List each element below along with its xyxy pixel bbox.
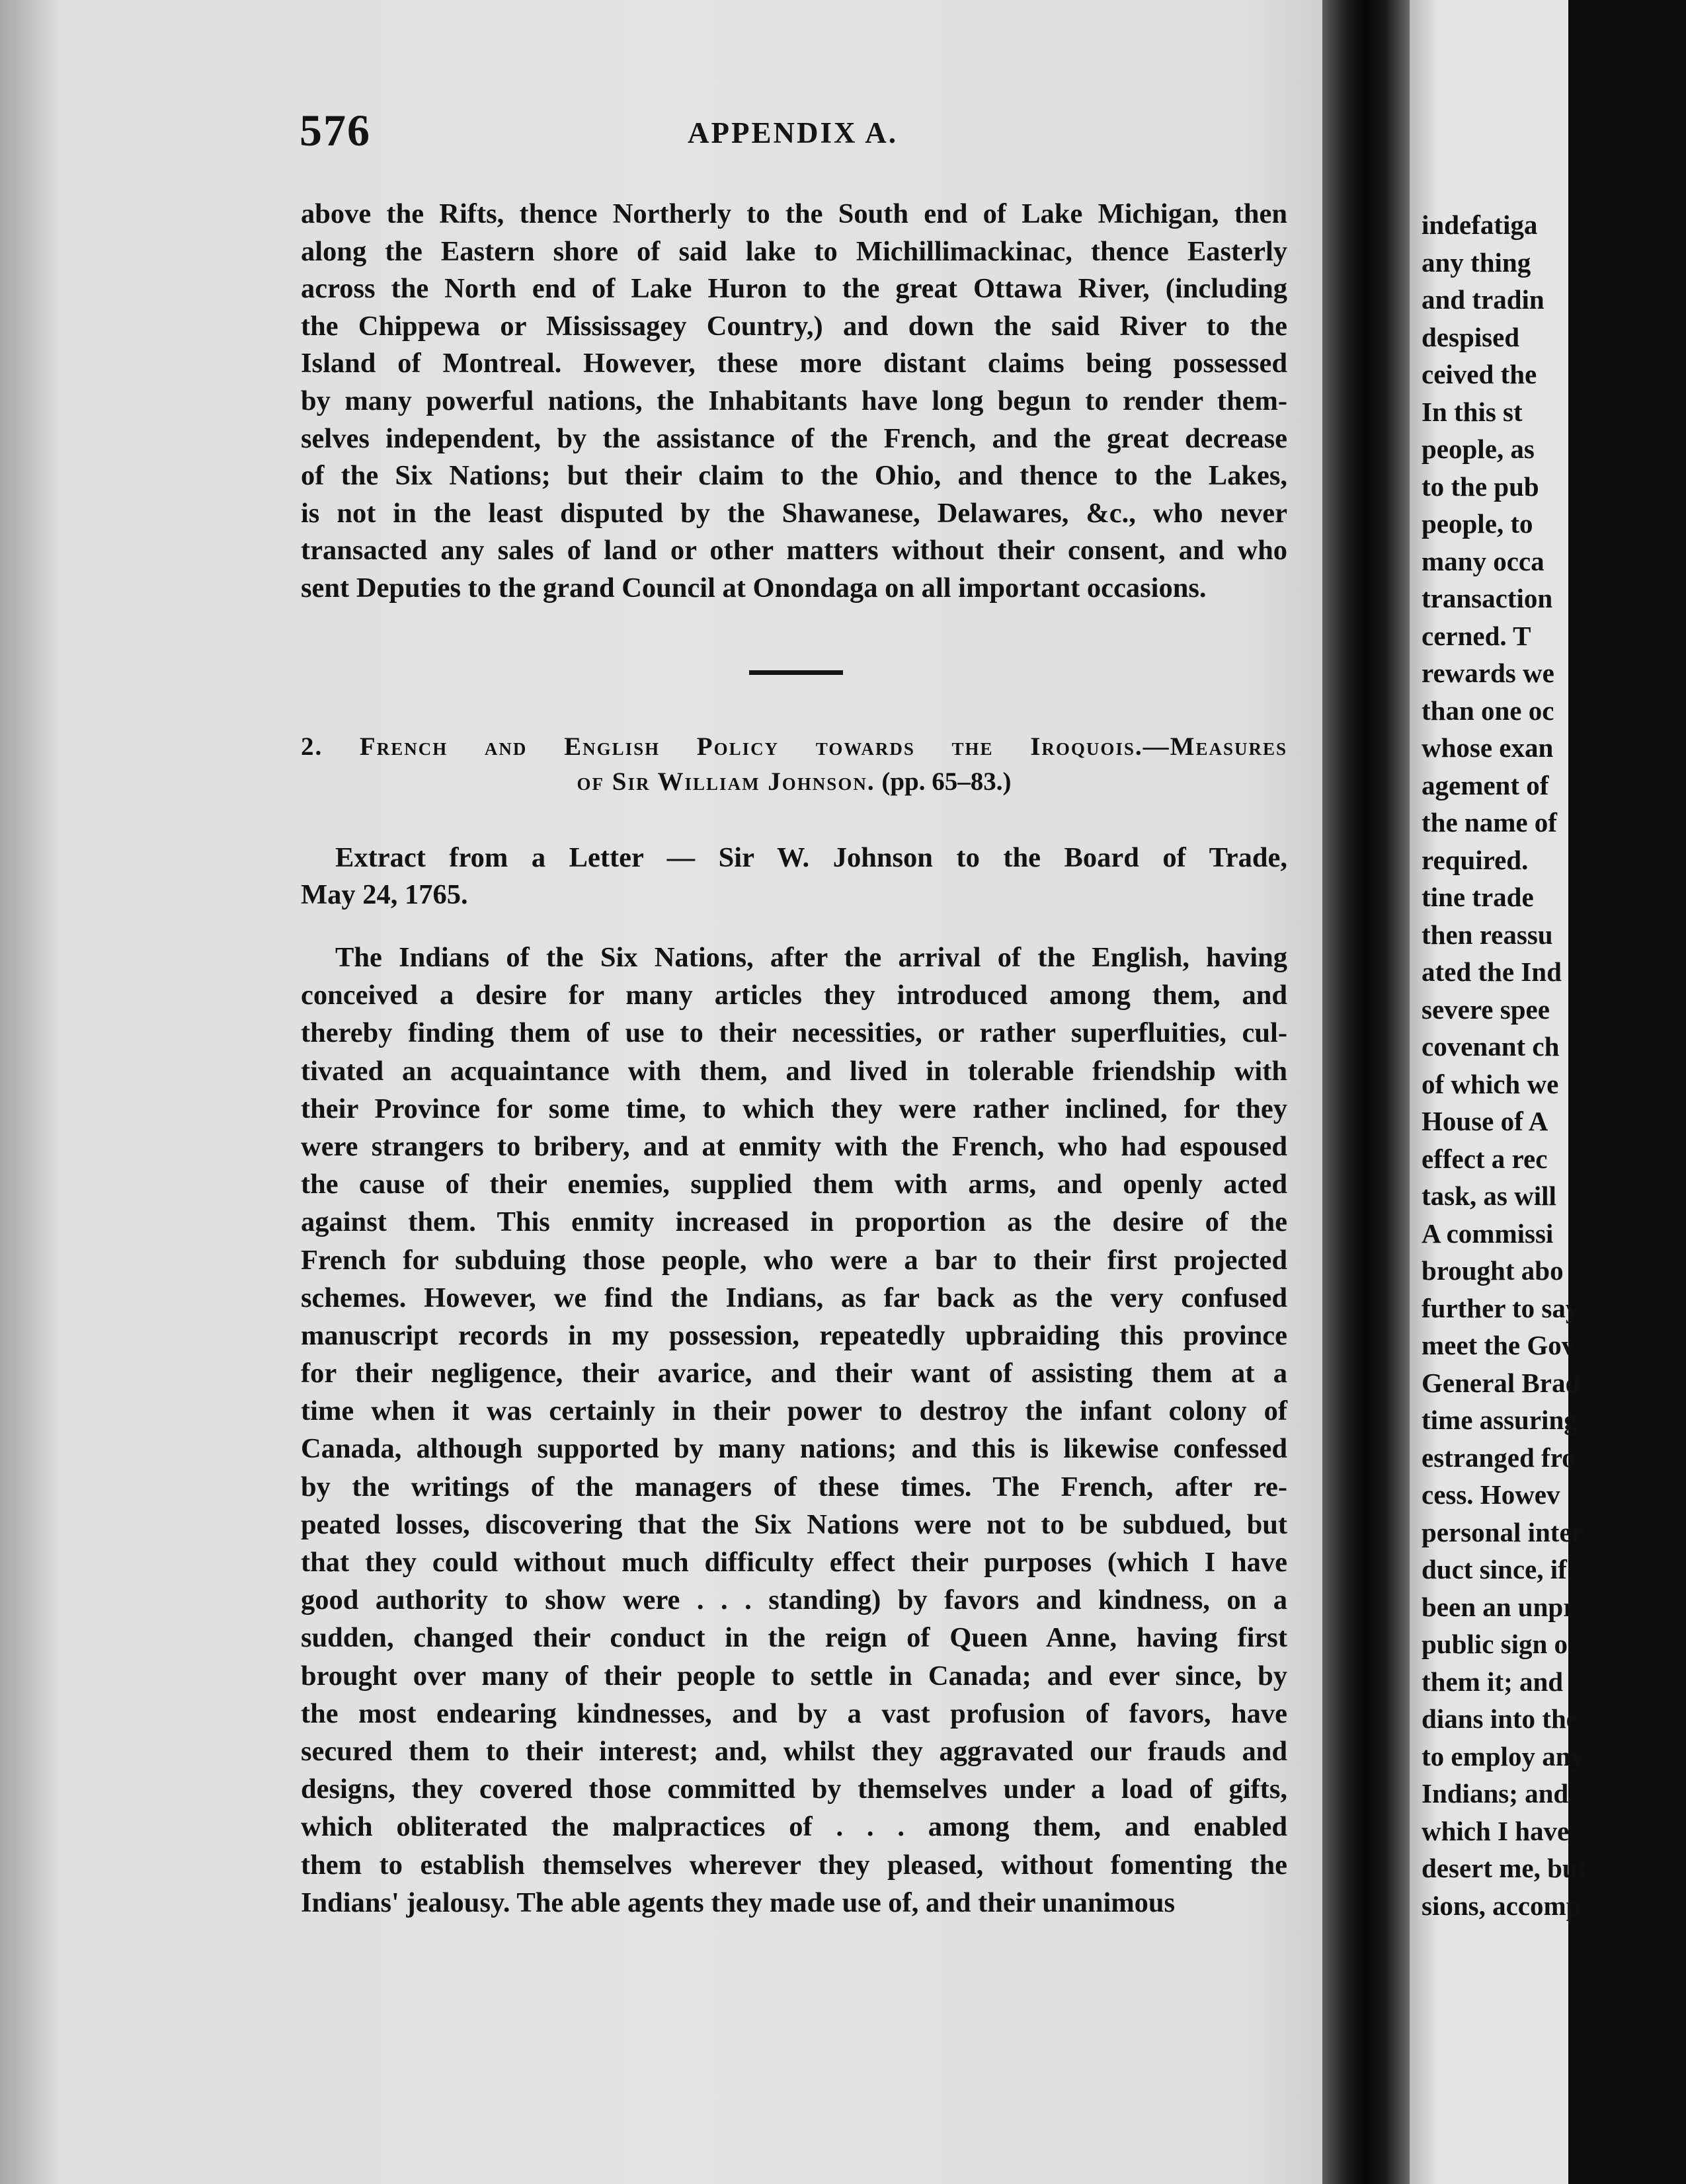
section-heading-line bbox=[301, 764, 1287, 800]
text-line: brought over many of their people to settle in Canada; and ever since, by bbox=[301, 1660, 1287, 1692]
text-line: sudden, changed their conduct in the reign of Queen Anne, having first bbox=[301, 1622, 1287, 1654]
page-edge-shadow bbox=[0, 0, 60, 2184]
section-heading-pages: (pp. 65–83.) bbox=[881, 767, 1012, 796]
facing-page-line: indefatiga bbox=[1422, 210, 1538, 240]
facing-page-line: to the pub bbox=[1422, 471, 1539, 502]
text-line: their Province for some time, to which they were rather inclined, for they bbox=[301, 1093, 1287, 1124]
text-line: against them. This enmity increased in proportion as the desire of the bbox=[301, 1206, 1287, 1238]
letter-paragraph bbox=[301, 939, 1287, 1922]
text-line: designs, they covered those committed by themselves under a load of gifts, bbox=[301, 1774, 1287, 1805]
text-line: Extract from a Letter — Sir W. Johnson to the Board of Trade, bbox=[335, 842, 1287, 873]
text-line: time when it was certainly in their power to destroy the infant colony of bbox=[301, 1395, 1287, 1427]
facing-page-line: meet the Gov bbox=[1422, 1330, 1576, 1360]
facing-page-line: House of A bbox=[1422, 1106, 1548, 1136]
text-line: that they could without much difficulty effect their purposes (which I have bbox=[301, 1547, 1287, 1578]
facing-page-line: transaction bbox=[1422, 583, 1553, 613]
facing-page-line: despised bbox=[1422, 321, 1520, 352]
facing-page-line: personal inter bbox=[1422, 1516, 1584, 1547]
section-heading-line: 2. French and English Policy towards the Iroquois.—Measures bbox=[301, 732, 1287, 761]
facing-page-line: people, as bbox=[1422, 434, 1535, 464]
facing-page-line: In this st bbox=[1422, 396, 1523, 427]
facing-page-line: people, to bbox=[1422, 508, 1533, 539]
facing-page-line: time assuring bbox=[1422, 1405, 1578, 1435]
text-line: Canada, although supported by many nations; and this is likewise confessed bbox=[301, 1433, 1287, 1465]
text-line: along the Eastern shore of said lake to Michillimackinac, thence Easterly bbox=[301, 235, 1287, 267]
facing-page-line: agement of bbox=[1422, 769, 1549, 800]
text-line: Indians' jealousy. The able agents they made use of, and their unanimous bbox=[301, 1887, 1176, 1918]
facing-page-line: many occa bbox=[1422, 545, 1545, 576]
text-line: for their negligence, their avarice, and their want of assisting them at a bbox=[301, 1358, 1287, 1389]
facing-page-line: severe spee bbox=[1422, 994, 1550, 1025]
facing-page-line: effect a rec bbox=[1422, 1143, 1548, 1174]
text-line: thereby finding them of use to their necessities, or rather superfluities, cul- bbox=[301, 1017, 1287, 1049]
facing-page-line: covenant ch bbox=[1422, 1031, 1560, 1062]
text-line: which obliterated the malpractices of . . . among them, and enabled bbox=[301, 1811, 1287, 1843]
facing-page bbox=[1410, 0, 1587, 2184]
text-line: of the Six Nations; but their claim to the Ohio, and thence to the Lakes, bbox=[301, 460, 1287, 492]
facing-page-line: duct since, if bbox=[1422, 1554, 1567, 1584]
facing-page-line: which I have bbox=[1422, 1815, 1570, 1846]
text-line: the Chippewa or Mississagey Country,) and down the said River to the bbox=[301, 310, 1287, 342]
text-line: Island of Montreal. However, these more distant claims being possessed bbox=[301, 348, 1287, 379]
facing-page-line: the name of bbox=[1422, 807, 1557, 838]
text-line: sent Deputies to the grand Council at Onondaga on all important occasions. bbox=[301, 572, 1207, 604]
text-line: peated losses, discovering that the Six Nations were not to be subdued, but bbox=[301, 1508, 1287, 1540]
facing-page-line: whose exan bbox=[1422, 732, 1554, 763]
facing-page-line: further to say bbox=[1422, 1292, 1580, 1323]
text-line: French for subduing those people, who were a bar to their first projected bbox=[301, 1244, 1287, 1276]
text-line: tivated an acquaintance with them, and lived in tolerable friendship with bbox=[301, 1055, 1287, 1087]
text-line: above the Rifts, thence Northerly to the South end of Lake Michigan, then bbox=[301, 198, 1287, 229]
facing-page-line: to employ any bbox=[1422, 1740, 1584, 1772]
extract-caption bbox=[301, 839, 1287, 914]
text-line: transacted any sales of land or other matters without their consent, and who bbox=[301, 535, 1287, 566]
text-line: good authority to show were . . . standing) by favors and kindness, on a bbox=[301, 1584, 1287, 1616]
text-line: The Indians of the Six Nations, after the arrival of the English, having bbox=[335, 942, 1287, 973]
opening-paragraph bbox=[301, 196, 1287, 607]
facing-page-line: A commissi bbox=[1422, 1218, 1554, 1249]
facing-page-line: any thing bbox=[1422, 247, 1531, 278]
facing-page-line: and tradin bbox=[1422, 284, 1545, 315]
text-line: by many powerful nations, the Inhabitants have long begun to render them- bbox=[301, 385, 1287, 416]
facing-page-text bbox=[1422, 206, 1686, 1924]
page-number: 576 bbox=[300, 105, 371, 155]
facing-page-line: them it; and bbox=[1422, 1666, 1564, 1697]
text-line: manuscript records in my possession, repeatedly upbraiding this province bbox=[301, 1319, 1287, 1351]
facing-page-line: task, as will bbox=[1422, 1181, 1556, 1211]
facing-page-line: cess. Howev bbox=[1422, 1479, 1560, 1510]
facing-page-line: public sign o bbox=[1422, 1629, 1568, 1659]
book-gutter bbox=[1322, 0, 1410, 2184]
text-line: May 24, 1765. bbox=[301, 879, 468, 910]
facing-page-line: been an unpr bbox=[1422, 1591, 1576, 1622]
text-line: the cause of their enemies, supplied them with arms, and openly acted bbox=[301, 1169, 1287, 1200]
facing-page-line: brought abo bbox=[1422, 1255, 1564, 1286]
text-line: is not in the least disputed by the Shawanese, Delawares, &c., who never bbox=[301, 497, 1287, 529]
facing-page-line: of which we bbox=[1422, 1068, 1559, 1099]
facing-page-line: sions, accomp bbox=[1422, 1890, 1582, 1921]
text-line: schemes. However, we find the Indians, as far back as the very confused bbox=[301, 1282, 1287, 1313]
facing-page-line: dians into the bbox=[1422, 1703, 1578, 1734]
facing-page-line: tine trade bbox=[1422, 882, 1534, 912]
section-heading-name: of Sir William Johnson. bbox=[577, 767, 875, 796]
facing-page-line: required. bbox=[1422, 844, 1529, 875]
facing-page-line: General Brad bbox=[1422, 1367, 1581, 1398]
text-line: the most endearing kindnesses, and by a vast profusion of favors, have bbox=[301, 1697, 1287, 1729]
text-line: them to establish themselves wherever they pleased, without fomenting the bbox=[301, 1849, 1287, 1881]
facing-page-line: desert me, but bbox=[1422, 1853, 1587, 1883]
facing-page-line: then reassu bbox=[1422, 919, 1553, 950]
facing-page-line: estranged fro bbox=[1422, 1442, 1576, 1473]
section-heading bbox=[301, 730, 1287, 800]
facing-page-line: ceived the bbox=[1422, 359, 1537, 389]
facing-page-line: Indians; and bbox=[1422, 1778, 1569, 1809]
facing-page-line: rewards we bbox=[1422, 658, 1554, 688]
text-line: conceived a desire for many articles they introduced among them, and bbox=[301, 980, 1287, 1011]
text-line: selves independent, by the assistance of the French, and the great decrease bbox=[301, 422, 1287, 454]
facing-page-line: than one oc bbox=[1422, 695, 1554, 726]
text-line: across the North end of Lake Huron to the great Ottawa River, (including bbox=[301, 273, 1287, 305]
text-line: by the writings of the managers of these times. The French, after re- bbox=[301, 1471, 1287, 1502]
section-divider-rule bbox=[749, 670, 843, 675]
facing-page-line: cerned. T bbox=[1422, 620, 1531, 651]
text-line: secured them to their interest; and, whilst they aggravated our frauds and bbox=[301, 1735, 1287, 1767]
facing-page-line: ated the Ind bbox=[1422, 956, 1562, 987]
text-line: were strangers to bribery, and at enmity with the French, who had espoused bbox=[301, 1130, 1287, 1162]
running-head: APPENDIX A. bbox=[688, 116, 899, 149]
